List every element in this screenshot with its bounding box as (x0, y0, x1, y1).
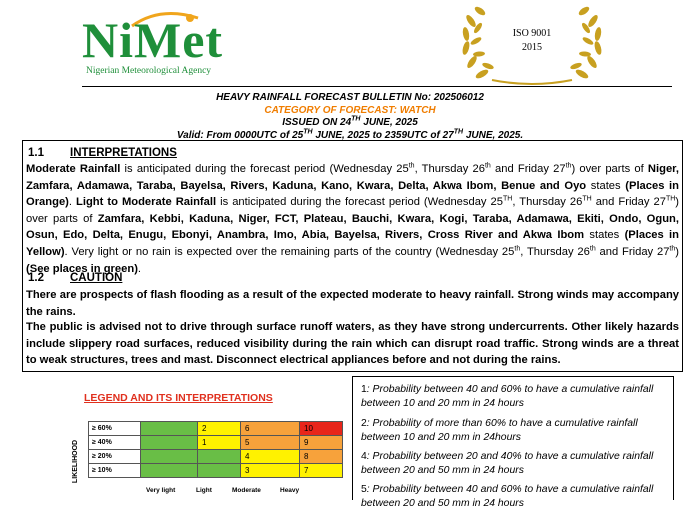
risk-matrix (76, 421, 343, 478)
likelihood-label: ≥ 60% (89, 422, 141, 436)
matrix-cell: 2 (198, 422, 241, 436)
likelihood-label: ≥ 10% (89, 464, 141, 478)
forecast-category: CATEGORY OF FORECAST: WATCH (264, 104, 436, 116)
matrix-cell: 6 (241, 422, 300, 436)
category-very-light: Very light (146, 487, 176, 494)
category-light: Light (196, 487, 212, 494)
section-heading-interpretations: 1.1 INTERPRETATIONS (28, 147, 177, 159)
list-item: 1: Probability between 40 and 60% to have a cumulative rainfall between 10 and 20 mm in 24 hours (361, 384, 654, 409)
category-heavy: Heavy (280, 487, 300, 494)
matrix-row (76, 422, 343, 436)
matrix-cell: 1 (198, 436, 241, 450)
matrix-row (76, 450, 343, 464)
matrix-row (76, 464, 343, 478)
list-item: 2: Probability of more than 60% to have a cumulative rainfall between 10 and 20 mm in 24hours (361, 418, 638, 443)
section-heading-caution: 1.2 CAUTION (28, 272, 123, 284)
matrix-cell (198, 464, 241, 478)
matrix-cell: 9 (300, 436, 343, 450)
caution-paragraph-2: The public is advised not to drive through surface runoff waters, as they have strong undercurrents. Other likely hazards include slippery road surfaces, reduced visibility during the rain which can disrupt road traffic. Strong winds are a threat to weak structures, trees and mast. Disconnect electrical appliances before and not during the rains. (26, 321, 679, 367)
validity-period: Valid: From 0000UTC of 25TH JUNE, 2025 to 2359UTC of 27TH JUNE, 2025. (176, 128, 524, 141)
probability-list (352, 376, 674, 509)
nimet-logo (82, 10, 254, 78)
matrix-cell: 8 (300, 450, 343, 464)
logo-wordmark: NiMet (82, 12, 224, 68)
matrix-cell (141, 422, 198, 436)
likelihood-label: ≥ 40% (89, 436, 141, 450)
matrix-cell (198, 450, 241, 464)
issued-date: ISSUED ON 24TH JUNE, 2025 (282, 115, 418, 128)
matrix-row (76, 436, 343, 450)
category-moderate: Moderate (232, 487, 261, 494)
matrix-cell (141, 464, 198, 478)
iso-seal (452, 4, 612, 86)
list-item: 4: Probability between 20 and 40% to have a cumulative rainfall between 20 and 50 mm in 24 hours (361, 451, 654, 476)
interpretation-box (22, 140, 683, 372)
iso-standard: ISO 9001 (512, 28, 552, 39)
interpretations-paragraph: Moderate Rainfall is anticipated during the forecast period (Wednesday 25th, Thursday 26th and Friday 27th) over parts of Niger, Zamfara, Adamawa, Taraba, Bayelsa, Rivers, Kaduna, Kano, Kwara, Delta, Akwa Ibom, Benue and Oyo states (Places in Orange). Light to Moderate Rainfall is anticipated during the forecast period (Wednesday 25TH, Thursday 26TH and Friday 27TH) over parts of Zamfara, Kebbi, Kaduna, Niger, FCT, Plateau, Bauchi, Kwara, Kogi, Taraba, Adamawa, Ekiti, Ondo, Ogun, Osun, Edo, Delta, Enugu, Ebonyi, Anambra, Imo, Abia, Bayelsa, Rivers, Cross River and Akwa Ibom states (Places in Yellow). Very light or no rain is expected over the remaining parts of the country (Wednesday 25th, Thursday 26th and Friday 27th) (See places in green). (26, 162, 680, 275)
iso-year: 2015 (522, 42, 542, 53)
bulletin-title: HEAVY RAINFALL FORECAST BULLETIN No: 202506012 (216, 92, 484, 103)
matrix-cell (141, 450, 198, 464)
legend-title: LEGEND AND ITS INTERPRETATIONS (84, 392, 273, 404)
logo-tagline: Nigerian Meteorological Agency (86, 66, 212, 76)
bulletin-titles (0, 92, 700, 142)
list-item: 5: Probability between 40 and 60% to have a cumulative rainfall between 20 and 50 mm in 24 hours (361, 484, 654, 509)
matrix-cell: 4 (241, 450, 300, 464)
caution-paragraph-1: There are prospects of flash flooding as a result of the expected moderate to heavy rainfall. Strong winds may accompany the rains. (26, 289, 679, 318)
matrix-cell: 3 (241, 464, 300, 478)
likelihood-label: ≥ 20% (89, 450, 141, 464)
matrix-cell: 5 (241, 436, 300, 450)
matrix-cell (141, 436, 198, 450)
likelihood-axis-label: LIKELIHOOD (72, 439, 80, 484)
matrix-cell: 10 (300, 422, 343, 436)
header-divider (82, 86, 672, 87)
matrix-cell: 7 (300, 464, 343, 478)
